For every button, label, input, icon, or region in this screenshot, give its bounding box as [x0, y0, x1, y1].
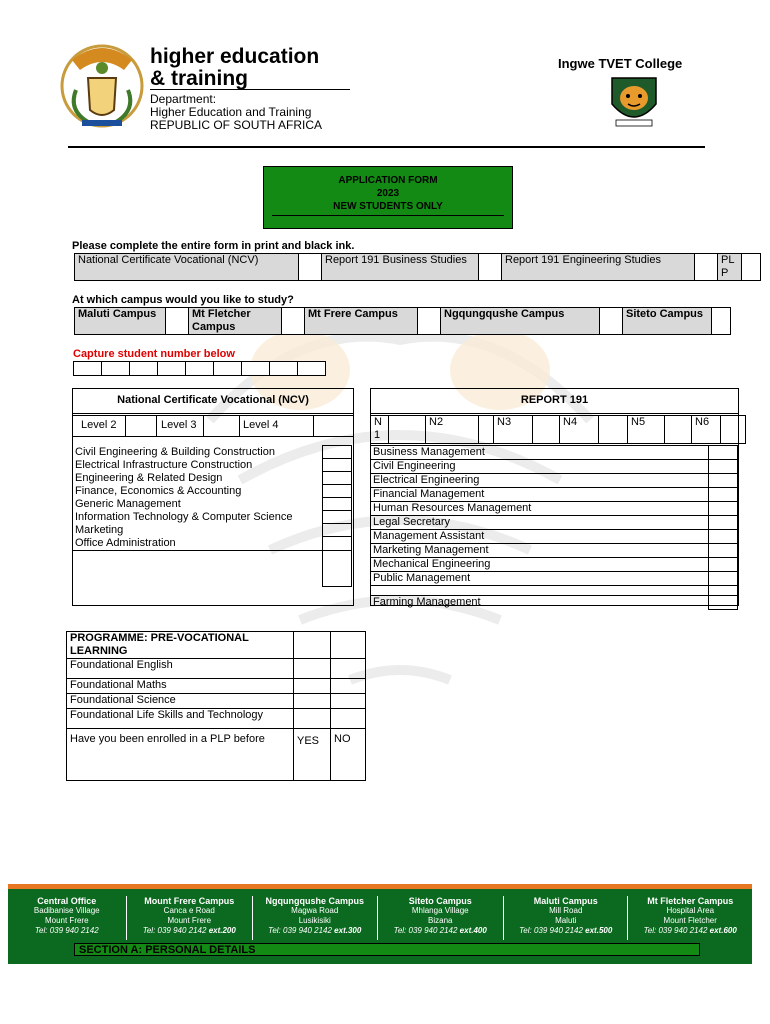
plp-title: PROGRAMME: PRE-VOCATIONAL LEARNING: [67, 632, 294, 659]
office-line-2: Mount Frere: [44, 916, 89, 925]
checkbox-report191-programme[interactable]: [709, 460, 738, 474]
campus-question: At which campus would you like to study?: [72, 294, 294, 306]
digit-box[interactable]: [102, 362, 130, 376]
office-name: Ngqungqushe Campus: [265, 896, 364, 906]
ncv-title: National Certificate Vocational (NCV): [117, 394, 309, 406]
checkbox-report191-programme[interactable]: [709, 558, 738, 572]
report191-programme: Marketing Management: [370, 544, 709, 558]
report191-programme: Human Resources Management: [370, 502, 709, 516]
checkbox-report191-programme[interactable]: [709, 572, 738, 586]
ncv-level-3: Level 3: [161, 419, 197, 431]
student-number-boxes[interactable]: [73, 361, 326, 376]
checkbox-siteto[interactable]: [712, 308, 731, 335]
digit-box[interactable]: [214, 362, 242, 376]
checkbox-plp-item-2[interactable]: [331, 694, 366, 709]
checkbox-level-2[interactable]: [125, 416, 157, 436]
programme-type-business: Report 191 Business Studies: [322, 254, 479, 281]
office-name: Siteto Campus: [408, 896, 472, 906]
office-line-1: Badibanise Village: [33, 906, 100, 915]
checkbox-ncv-programme[interactable]: [323, 446, 352, 459]
checkbox-ncv-programme[interactable]: [323, 459, 352, 472]
header-divider: [68, 146, 705, 148]
section-a-heading: SECTION A: PERSONAL DETAILS: [74, 943, 700, 956]
office-tel: Tel: 039 940 2142 ext.300: [268, 926, 362, 935]
report191-level-n2: N2: [426, 416, 479, 444]
checkbox-ngqungqushe[interactable]: [600, 308, 623, 335]
checkbox-mt-fletcher[interactable]: [282, 308, 305, 335]
digit-box[interactable]: [186, 362, 214, 376]
office-line-2: Mount Frere: [167, 916, 212, 925]
ncv-programme: Engineering & Related Design: [72, 472, 323, 485]
form-title-line-3: NEW STUDENTS ONLY: [333, 201, 443, 212]
checkbox-ncv-empty[interactable]: [323, 550, 352, 586]
ncv-programme: Electrical Infrastructure Construction: [72, 459, 323, 472]
office-tel: Tel: 039 940 2142 ext.400: [393, 926, 487, 935]
checkbox-report191-programme[interactable]: [709, 516, 738, 530]
office-name: Maluti Campus: [533, 896, 598, 906]
checkbox-n5[interactable]: [665, 416, 692, 444]
checkbox-n1[interactable]: [389, 416, 426, 444]
plp-question: Have you been enrolled in a PLP before: [67, 729, 294, 781]
report191-programme: Financial Management: [370, 488, 709, 502]
ncv-programme-table: [72, 445, 352, 587]
campus-siteto: Siteto Campus: [623, 308, 712, 335]
checkbox-n3[interactable]: [533, 416, 560, 444]
digit-box[interactable]: [74, 362, 102, 376]
checkbox-plp-title-2[interactable]: [331, 632, 366, 659]
office-line-2: Lusikisiki: [298, 916, 331, 925]
report191-level-n6: N6: [692, 416, 721, 444]
footer-office-mt-fletcher: [628, 896, 752, 940]
ncv-level-2: Level 2: [81, 419, 117, 431]
checkbox-plp-item-2[interactable]: [331, 679, 366, 694]
office-name: Mount Frere Campus: [144, 896, 235, 906]
report191-programme: Legal Secretary: [370, 516, 709, 530]
footer-orange-stripe: [8, 884, 752, 889]
report191-levels-table: [370, 415, 746, 444]
ncv-programme: Marketing: [72, 524, 323, 537]
checkbox-plp-item[interactable]: [294, 659, 331, 679]
checkbox-level-4[interactable]: [313, 416, 354, 436]
programme-type-plp: PLP: [718, 254, 742, 281]
office-tel: Tel: 039 940 2142 ext.200: [142, 926, 236, 935]
office-line-1: Hospital Area: [666, 906, 715, 915]
checkbox-ncv-programme[interactable]: [323, 485, 352, 498]
checkbox-report191-programme[interactable]: [709, 530, 738, 544]
coat-of-arms-logo: [58, 40, 146, 132]
checkbox-plp[interactable]: [742, 254, 761, 281]
tiger-crest-logo: [606, 74, 662, 130]
campus-ngqungqushe: Ngqungqushe Campus: [441, 308, 600, 335]
ncv-empty-row: [72, 550, 323, 586]
ncv-programme: Generic Management: [72, 498, 323, 511]
report191-level-n3: N3: [494, 416, 533, 444]
checkbox-ncv-programme[interactable]: [323, 498, 352, 511]
office-line-2: Mount Fletcher: [663, 916, 717, 925]
report191-programme: Public Management: [370, 572, 709, 586]
form-title-line-1: APPLICATION FORM: [338, 175, 438, 186]
header-rule: [150, 89, 350, 90]
campus-maluti: Maluti Campus: [75, 308, 166, 335]
office-name: Mt Fletcher Campus: [647, 896, 734, 906]
digit-box[interactable]: [158, 362, 186, 376]
plp-item: Foundational Maths: [67, 679, 294, 694]
checkbox-plp-title[interactable]: [294, 632, 331, 659]
report191-programme: Management Assistant: [370, 530, 709, 544]
office-name: Central Office: [37, 896, 97, 906]
checkbox-plp-item-2[interactable]: [331, 659, 366, 679]
office-line-1: Magwa Road: [291, 906, 339, 915]
checkbox-ncv-programme[interactable]: [323, 537, 352, 551]
checkbox-plp-item[interactable]: [294, 709, 331, 729]
ncv-level-4: Level 4: [243, 419, 279, 431]
checkbox-maluti[interactable]: [166, 308, 189, 335]
instruction: Please complete the entire form in print and black ink.: [72, 240, 355, 252]
footer-office-mount-frere: [127, 896, 253, 940]
digit-box[interactable]: [130, 362, 158, 376]
programme-type-ncv: National Certificate Vocational (NCV): [75, 254, 299, 281]
checkbox-report191-programme[interactable]: [709, 488, 738, 502]
report191-title-divider: [371, 413, 738, 414]
programme-type-engineering: Report 191 Engineering Studies: [502, 254, 695, 281]
checkbox-ncv-programme[interactable]: [323, 524, 352, 537]
checkbox-report191-programme[interactable]: [709, 446, 738, 460]
checkbox-mt-frere[interactable]: [418, 308, 441, 335]
checkbox-report191-programme[interactable]: [709, 502, 738, 516]
plp-item: Foundational Life Skills and Technology: [67, 709, 294, 729]
checkbox-plp-item[interactable]: [294, 679, 331, 694]
checkbox-level-3[interactable]: [203, 416, 240, 436]
ncv-programme: Civil Engineering & Building Construction: [72, 446, 323, 459]
checkbox-report191-programme[interactable]: [709, 544, 738, 558]
report191-level-n1: N1: [371, 416, 389, 444]
ncv-programme: Information Technology & Computer Science: [72, 511, 323, 524]
digit-box[interactable]: [242, 362, 270, 376]
report191-programme: Mechanical Engineering: [370, 558, 709, 572]
dept-line-2: Higher Education and Training: [150, 105, 312, 119]
dept-line-3: REPUBLIC OF SOUTH AFRICA: [150, 118, 323, 132]
report191-programme-table: [370, 445, 738, 610]
student-number-label: Capture student number below: [73, 348, 235, 360]
header-title-2: & training: [150, 67, 248, 90]
report191-programme: Civil Engineering: [370, 460, 709, 474]
checkbox-n6[interactable]: [721, 416, 746, 444]
checkbox-n2[interactable]: [479, 416, 494, 444]
office-tel: Tel: 039 940 2142 ext.500: [519, 926, 613, 935]
campus-table: [74, 307, 731, 335]
ncv-programme: Office Administration: [72, 537, 323, 551]
checkbox-business[interactable]: [479, 254, 502, 281]
form-title-line-2: 2023: [376, 188, 400, 199]
plp-no[interactable]: NO: [331, 729, 366, 781]
checkbox-report191-empty[interactable]: [709, 586, 738, 596]
checkbox-report191-programme[interactable]: [709, 474, 738, 488]
office-line-1: Mhlanga Village: [411, 906, 469, 915]
digit-box[interactable]: [298, 362, 326, 376]
office-line-2: Maluti: [555, 916, 577, 925]
programme-type-table: [74, 253, 761, 281]
checkbox-ncv-programme[interactable]: [323, 511, 352, 524]
ncv-title-divider: [73, 413, 353, 414]
checkbox-plp-item[interactable]: [294, 694, 331, 709]
footer-office-central: [8, 896, 127, 940]
campus-mt-fletcher: Mt Fletcher Campus: [189, 308, 282, 335]
footer-office-siteto: [378, 896, 504, 940]
footer-offices: [8, 896, 752, 940]
report191-level-n4: N4: [560, 416, 599, 444]
office-line-1: Mill Road: [549, 906, 583, 915]
checkbox-ncv[interactable]: [299, 254, 322, 281]
digit-box[interactable]: [270, 362, 298, 376]
form-title-underline: [272, 215, 504, 216]
report191-title: REPORT 191: [520, 394, 589, 406]
office-line-2: Bizana: [428, 916, 453, 925]
office-tel: Tel: 039 940 2142: [34, 926, 99, 935]
checkbox-plp-item-2[interactable]: [331, 709, 366, 729]
report191-empty-row: [370, 586, 709, 596]
checkbox-engineering[interactable]: [695, 254, 718, 281]
form-title-box: [263, 166, 513, 229]
office-tel: Tel: 039 940 2142 ext.600: [643, 926, 737, 935]
office-line-1: Canca e Road: [163, 906, 215, 915]
plp-yes[interactable]: YES: [294, 729, 331, 781]
header-title-1: higher education: [150, 45, 320, 68]
report191-programme: Farming Management: [370, 596, 709, 610]
footer-office-maluti: [504, 896, 629, 940]
ncv-programme: Finance, Economics & Accounting: [72, 485, 323, 498]
report191-level-n5: N5: [628, 416, 665, 444]
report191-programme: Business Management: [370, 446, 709, 460]
dept-line-1: Department:: [150, 92, 217, 106]
plp-item: Foundational English: [67, 659, 294, 679]
plp-table: [66, 631, 366, 781]
campus-mt-frere: Mt Frere Campus: [305, 308, 418, 335]
plp-item: Foundational Science: [67, 694, 294, 709]
checkbox-report191-programme[interactable]: [709, 596, 738, 610]
ncv-levels-row: [73, 415, 353, 437]
checkbox-ncv-programme[interactable]: [323, 472, 352, 485]
college-name: Ingwe TVET College: [558, 56, 683, 71]
checkbox-n4[interactable]: [599, 416, 628, 444]
footer-office-ngqungqushe: [253, 896, 378, 940]
report191-programme: Electrical Engineering: [370, 474, 709, 488]
